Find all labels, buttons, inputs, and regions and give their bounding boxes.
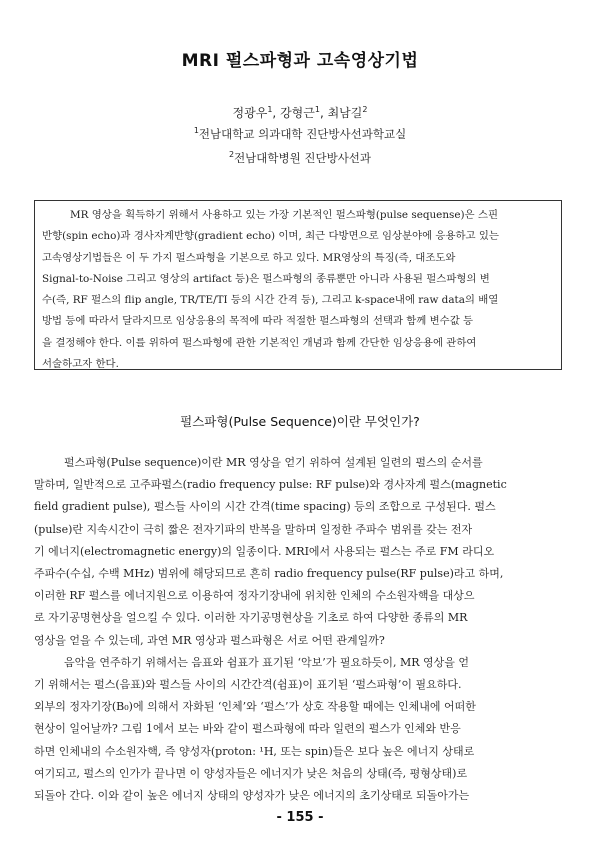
body-line: 주파수(수십, 수백 MHz) 범위에 해당되므로 흔히 radio frequency pulse(RF pulse)라고 하며, bbox=[34, 567, 504, 581]
author-separator: , bbox=[319, 106, 328, 120]
author-affil-mark: 1 bbox=[314, 105, 320, 114]
author-affil-mark: 2 bbox=[362, 105, 368, 114]
body-line: 외부의 정자기장(B₀)에 의해서 자화된 ‘인체’와 ‘펄스’가 상호 작용할 때에는 인체내에 어떠한 bbox=[34, 700, 476, 714]
body-line: 여기되고, 펄스의 인가가 끝나면 이 양성자들은 에너지가 낮은 처음의 상태(즉, 평형상태)로 bbox=[34, 766, 468, 780]
body-line: 음악을 연주하기 위해서는 음표와 쉼표가 표기된 ‘악보’가 필요하듯이, MR 영상을 얻 bbox=[64, 655, 470, 669]
abstract-line: 수(즉, RF 펄스의 flip angle, TR/TE/TI 등의 시간 간격 등), 그리고 k-space내에 raw data의 배열 bbox=[42, 294, 499, 307]
author-separator: , bbox=[272, 106, 281, 120]
body-line: 로 자기공명현상을 얼으킬 수 있다. 이러한 자기공명현상을 기초로 하여 다양한 종류의 MR bbox=[34, 611, 468, 625]
body-line: field gradient pulse), 펄스들 사이의 시간 간격(time spacing) 등의 조합으로 구성된다. 펄스 bbox=[34, 500, 496, 514]
abstract-line: 을 결정해야 한다. 이를 위하여 펄스파형에 관한 기본적인 개념과 함께 간단한 임상응용에 관하여 bbox=[42, 336, 477, 349]
paper-title: MRI 펄스파형과 고속영상기법 bbox=[181, 51, 419, 71]
body-text bbox=[34, 452, 564, 807]
abstract-text bbox=[42, 205, 554, 375]
abstract-line: 반향(spin echo)과 경사자계반향(gradient echo) 이며, 최근 다방면으로 임상분야에 응용하고 있는 bbox=[42, 230, 499, 243]
author-name: 강형근 bbox=[280, 106, 315, 120]
author-affil-mark: 1 bbox=[267, 105, 273, 114]
author-list bbox=[0, 104, 600, 121]
abstract-line: 고속영상기법들은 이 두 가지 펄스파형을 기본으로 하고 있다. MR영상의 특징(즉, 대조도와 bbox=[42, 251, 456, 264]
section-heading: 펄스파형(Pulse Sequence)이란 무엇인가? bbox=[180, 414, 420, 429]
body-line: 영상을 얻을 수 있는데, 과연 MR 영상과 펄스파형은 서로 어떤 관계일까? bbox=[34, 633, 385, 647]
body-line: 기 에너지(electromagnetic energy)의 일종이다. MRI에서 사용되는 펄스는 주로 FM 라디오 bbox=[34, 544, 495, 558]
abstract-line: 서술하고자 한다. bbox=[42, 358, 119, 371]
body-line: 이러한 RF 펄스를 에너지원으로 이용하여 정자기장내에 위치한 인체의 수소원자핵을 대상으 bbox=[34, 589, 475, 603]
affiliation-text: 전남대학병원 진단방사선과 bbox=[234, 151, 372, 165]
affiliation-mark: 2 bbox=[228, 150, 235, 160]
body-line: 기 위해서는 펄스(음표)와 펄스들 사이의 시간간격(쉼표)이 표기된 ‘펄스파형’이 필요하다. bbox=[34, 678, 462, 692]
affiliation-2 bbox=[0, 150, 600, 166]
author-name: 정광우 bbox=[232, 106, 268, 120]
abstract-line: MR 영상을 획득하기 위해서 사용하고 있는 가장 기본적인 펄스파형(pulse sequense)은 스핀 bbox=[70, 209, 498, 221]
body-line: 말하며, 일반적으로 고주파펄스(radio frequency pulse: RF pulse)와 경사자계 펄스(magnetic bbox=[34, 478, 507, 492]
body-line: (pulse)란 지속시간이 극히 짧은 전자기파의 반복을 말하며 일정한 주파수 범위를 갖는 전자 bbox=[34, 522, 473, 536]
affiliation-1 bbox=[0, 126, 600, 142]
body-line: 펄스파형(Pulse sequence)이란 MR 영상을 얻기 위하여 설계된 일련의 펄스의 순서를 bbox=[64, 456, 483, 469]
abstract-line: 방법 등에 따라서 달라지므로 임상응용의 목적에 따라 적절한 펄스파형의 선택과 함께 변수값 등 bbox=[42, 315, 474, 328]
body-line: 되돌아 간다. 이와 같이 높은 에너지 상태의 양성자가 낮은 에너지의 초기상태로 되돌아가는 bbox=[34, 789, 470, 803]
page-number: - 155 - bbox=[276, 810, 324, 825]
body-line: 하면 인체내의 수소원자핵, 즉 양성자(proton: ¹H, 또는 spin)들은 보다 높은 에너지 상태로 bbox=[34, 744, 475, 758]
affiliation-text: 전남대학교 의과대학 진단방사선과학교실 bbox=[198, 127, 407, 141]
body-line: 현상이 일어날까? 그림 1에서 보는 바와 같이 펄스파형에 따라 일련의 펄스가 인체와 반응 bbox=[34, 722, 461, 736]
abstract-line: Signal-to-Noise 그리고 영상의 artifact 등)은 펄스파형의 종류뿐만 아니라 사용된 펄스파형의 변 bbox=[42, 272, 490, 285]
affiliation-mark: 1 bbox=[193, 126, 199, 136]
author-name: 최남길 bbox=[327, 106, 363, 120]
